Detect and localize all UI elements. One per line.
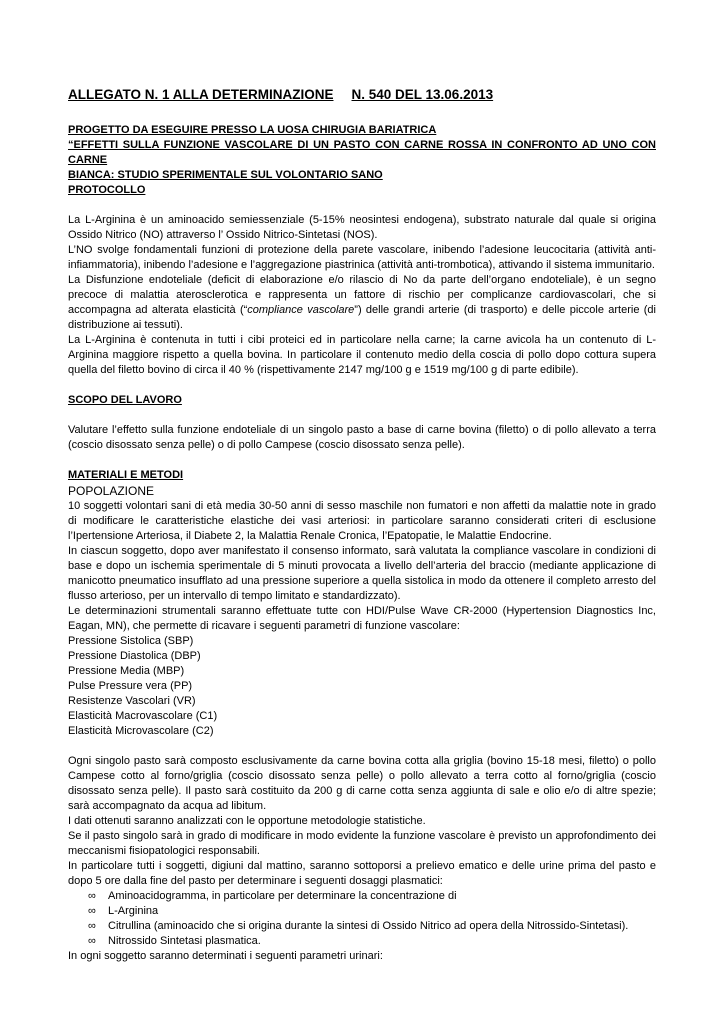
list-item: ∞ Aminoacidogramma, in particolare per determinare la concentrazione di xyxy=(88,890,457,902)
intro-paragraph-4: La L-Arginina è contenuta in tutti i cibi proteici ed in particolare nella carne; la carne avicola ha un contenuto di L-Arginina maggiore rispetto a quella bovina. In particolare il contenuto medio della coscia di pollo dopo cottura supera quella del filetto bovino di circa il 40 % (rispettivamente 2147 mg/100 g e 1519 mg/100 g di parte edibile). xyxy=(68,334,656,376)
parameter-list xyxy=(68,634,656,739)
list-item: ∞ L-Arginina xyxy=(88,905,159,917)
compliance-term: compliance vascolare xyxy=(247,304,355,316)
project-title-line1: “EFFETTI SULLA FUNZIONE VASCOLARE DI UN PASTO CON CARNE ROSSA IN CONFRONTO AD UNO CON CARNE xyxy=(68,139,656,166)
parameter-item: Pulse Pressure vera (PP) xyxy=(68,680,193,692)
methods-paragraph-1: 10 soggetti volontari sani di età media 30-50 anni di sesso maschile non fumatori e non affetti da malattie note in grado di modificare le caratteristiche elastiche dei vasi arteriosi: in particolare saranno considerati criteri di esclusione l’Ipertensione Arteriosa, il Diabete 2, la Malattia Renale Cronica, l’Epatopatie, le Malattie Endocrine. xyxy=(68,500,656,542)
document-title xyxy=(68,86,656,104)
parameter-item: Pressione Diastolica (DBP) xyxy=(68,650,201,662)
scope-text: Valutare l’effetto sulla funzione endoteliale di un singolo pasto a base di carne bovina (filetto) o di pollo allevato a terra (coscio disossato senza pelle) o di pollo Campese (coscio disossato senza pelle). xyxy=(68,424,656,451)
methods-paragraph-3: Le determinazioni strumentali saranno effettuate tutte con HDI/Pulse Wave CR-2000 (Hypertension Diagnostics Inc, Eagan, MN), che permette di ricavare i seguenti parametri di funzione vascolare: xyxy=(68,605,656,632)
methods-paragraph-4: Ogni singolo pasto sarà composto esclusivamente da carne bovina cotta alla griglia (bovino 15-18 mesi, filetto) o pollo Campese cotto al forno/griglia (coscio disossato senza pelle) o pollo allevato a terra cotto al forno/griglia (coscio disossato senza pelle). Il pasto sarà costituito da 200 g di carne cotta senza aggiunta di sale e olio e/o di altre spezie; sarà accompagnato da acqua ad libitum. xyxy=(68,755,656,812)
scope-heading: SCOPO DEL LAVORO xyxy=(68,394,182,406)
project-location: PROGETTO DA ESEGUIRE PRESSO LA UOSA CHIRUGIA BARIATRICA xyxy=(68,124,437,136)
title-number-date: N. 540 DEL 13.06.2013 xyxy=(351,87,494,102)
parameter-item: Pressione Sistolica (SBP) xyxy=(68,635,194,647)
bullet-icon: ∞ xyxy=(88,905,96,917)
title-determination: ALLEGATO N. 1 ALLA DETERMINAZIONE xyxy=(68,87,334,102)
intro-paragraph-3: La Disfunzione endoteliale (deficit di elaborazione e/o rilascio di No da parte dell’organo endoteliale), è un segno precoce di malattia aterosclerotica e rappresenta un fattore di rischio per complicanze cardiovascolari, che si accompagna ad alterata elasticità (“compliance vascolare”) delle grandi arterie (di trasporto) e delle piccole arterie (di distribuzione ai tessuti). xyxy=(68,274,656,331)
methods-paragraph-2: In ciascun soggetto, dopo aver manifestato il consenso informato, sarà valutata la compliance vascolare in condizioni di base e dopo un ischemia sperimentale di 5 minuti provocata a livello dell’arteria del braccio (mediante applicazione di manicotto pneumatico insufflato ad una pressione superiore a quella sistolica in modo da ottenere il completo arresto del flusso arterioso, per un intervallo di tempo limitato e standardizzato). xyxy=(68,545,656,602)
methods-paragraph-5: I dati ottenuti saranno analizzati con le opportune metodologie statistiche. xyxy=(68,815,426,827)
parameter-item: Pressione Media (MBP) xyxy=(68,665,185,677)
methods-paragraph-8: In ogni soggetto saranno determinati i seguenti parametri urinari: xyxy=(68,950,383,962)
project-header xyxy=(68,123,656,198)
bullet-icon: ∞ xyxy=(88,920,96,932)
population-subheading: POPOLAZIONE xyxy=(68,484,155,498)
methods-paragraph-7: In particolare tutti i soggetti, digiuni dal mattino, saranno sottoporsi a prelievo ematico e delle urine prima del pasto e dopo 5 ore dalla fine del pasto per determinare i seguenti dosaggi plasmatici: xyxy=(68,860,656,887)
methods-heading: MATERIALI E METODI xyxy=(68,469,184,481)
protocol-label: PROTOCOLLO xyxy=(68,184,146,196)
parameter-item: Resistenze Vascolari (VR) xyxy=(68,695,196,707)
parameter-item: Elasticità Microvascolare (C2) xyxy=(68,725,214,737)
intro-paragraph-2: L’NO svolge fondamentali funzioni di protezione della parete vascolare, inibendo l’adesione leucocitaria (attività anti-infiammatoria), inibendo l’adesione e l’aggregazione piastrinica (attività anti-trombotica), attivando il sistema immunitario. xyxy=(68,244,656,271)
parameter-item: Elasticità Macrovascolare (C1) xyxy=(68,710,218,722)
document-page xyxy=(68,86,656,964)
list-item: ∞ Nitrossido Sintetasi plasmatica. xyxy=(88,935,261,947)
list-item: ∞ Citrullina (aminoacido che si origina durante la sintesi di Ossido Nitrico ad opera della Nitrossido-Sintetasi). xyxy=(88,920,629,932)
project-title-line2: BIANCA: STUDIO SPERIMENTALE SUL VOLONTARIO SANO xyxy=(68,169,383,181)
bullet-icon: ∞ xyxy=(88,935,96,947)
plasma-dosage-list xyxy=(68,889,656,949)
methods-paragraph-6: Se il pasto singolo sarà in grado di modificare in modo evidente la funzione vascolare è previsto un approfondimento dei meccanismi fisiopatologici responsabili. xyxy=(68,830,656,857)
bullet-icon: ∞ xyxy=(88,890,96,902)
intro-paragraph-1: La L-Arginina è un aminoacido semiessenziale (5-15% neosintesi endogena), substrato naturale dal quale si origina Ossido Nitrico (NO) attraverso l’ Ossido Nitrico-Sintetasi (NOS). xyxy=(68,214,656,241)
